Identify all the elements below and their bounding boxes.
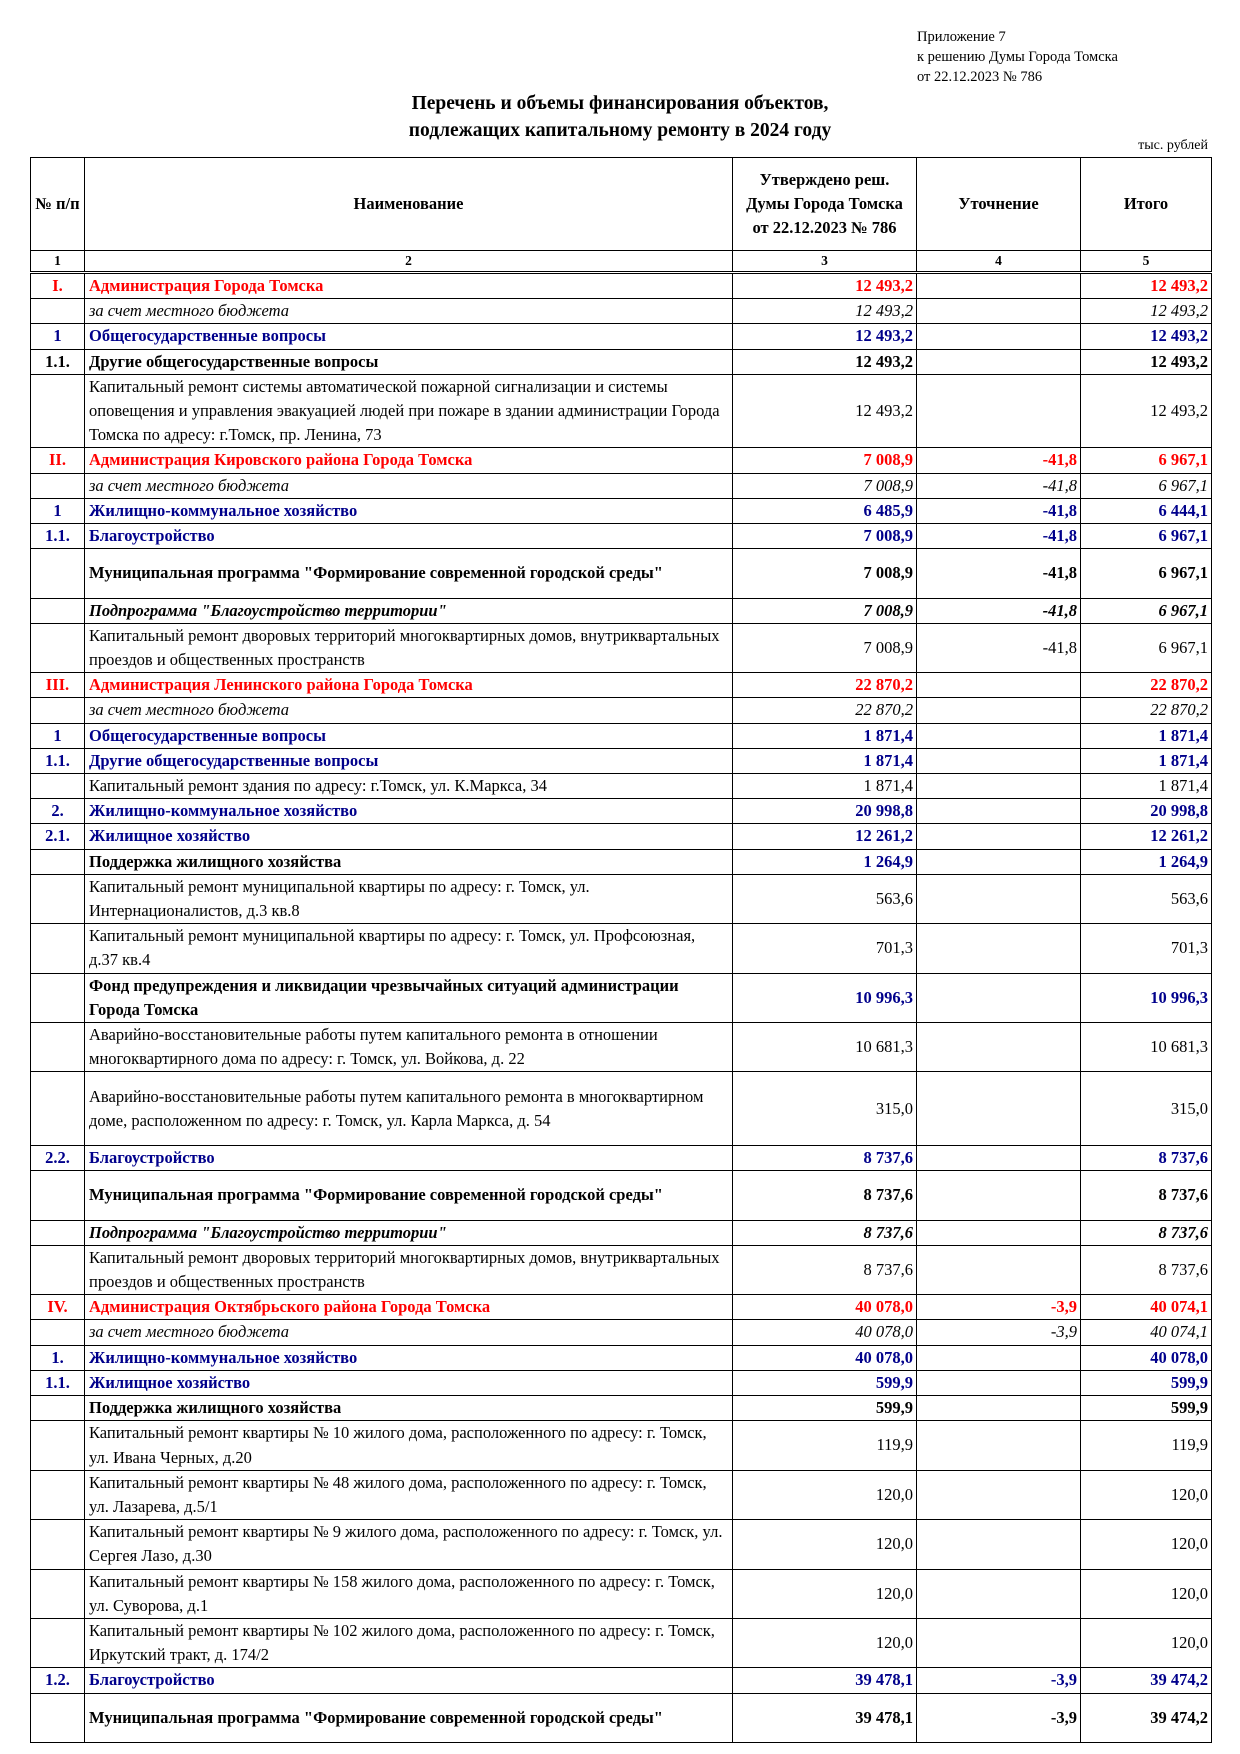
row-number xyxy=(31,973,85,1022)
row-number xyxy=(31,374,85,448)
row-change-value: -3,9 xyxy=(917,1295,1081,1320)
appendix-reference xyxy=(917,27,1118,87)
row-approved-value: 8 737,6 xyxy=(733,1245,917,1294)
row-total-value: 12 493,2 xyxy=(1081,349,1212,374)
row-approved-value: 1 871,4 xyxy=(733,748,917,773)
row-name: Общегосударственные вопросы xyxy=(85,324,733,349)
row-total-value: 20 998,8 xyxy=(1081,799,1212,824)
row-number: III. xyxy=(31,673,85,698)
row-change-value xyxy=(917,673,1081,698)
row-approved-value: 40 078,0 xyxy=(733,1320,917,1345)
row-number xyxy=(31,1171,85,1220)
row-name: Муниципальная программа "Формирование современной городской среды" xyxy=(85,1693,733,1742)
row-number xyxy=(31,1470,85,1519)
row-number xyxy=(31,874,85,923)
row-total-value: 12 493,2 xyxy=(1081,273,1212,299)
row-total-value: 119,9 xyxy=(1081,1421,1212,1470)
row-name: за счет местного бюджета xyxy=(85,698,733,723)
table-row xyxy=(31,448,1212,473)
appendix-line: Приложение 7 xyxy=(917,29,1006,45)
row-total-value: 6 967,1 xyxy=(1081,598,1212,623)
row-number xyxy=(31,1693,85,1742)
col-header-approved: Утверждено реш. Думы Города Томска от 22.12.2023 № 786 xyxy=(733,158,917,251)
row-change-value xyxy=(917,698,1081,723)
row-approved-value: 7 008,9 xyxy=(733,598,917,623)
col-number: 2 xyxy=(85,251,733,273)
row-number xyxy=(31,473,85,498)
row-total-value: 120,0 xyxy=(1081,1520,1212,1569)
row-number xyxy=(31,1023,85,1072)
row-total-value: 40 078,0 xyxy=(1081,1345,1212,1370)
table-row xyxy=(31,1396,1212,1421)
row-approved-value: 120,0 xyxy=(733,1618,917,1667)
row-approved-value: 599,9 xyxy=(733,1396,917,1421)
row-approved-value: 20 998,8 xyxy=(733,799,917,824)
row-number: I. xyxy=(31,273,85,299)
row-total-value: 120,0 xyxy=(1081,1618,1212,1667)
row-number xyxy=(31,1245,85,1294)
row-total-value: 1 871,4 xyxy=(1081,774,1212,799)
row-number: 2.1. xyxy=(31,824,85,849)
row-change-value: -41,8 xyxy=(917,498,1081,523)
row-number xyxy=(31,774,85,799)
row-approved-value: 12 493,2 xyxy=(733,349,917,374)
table-row xyxy=(31,273,1212,299)
row-change-value xyxy=(917,1618,1081,1667)
table-row xyxy=(31,1345,1212,1370)
row-change-value xyxy=(917,1220,1081,1245)
row-total-value: 6 967,1 xyxy=(1081,448,1212,473)
column-number-row xyxy=(31,251,1212,273)
row-name: Капитальный ремонт муниципальной квартиры по адресу: г. Томск, ул. Интернационалистов, д.3 кв.8 xyxy=(85,874,733,923)
row-change-value xyxy=(917,824,1081,849)
row-number xyxy=(31,849,85,874)
row-approved-value: 7 008,9 xyxy=(733,549,917,598)
row-total-value: 8 737,6 xyxy=(1081,1146,1212,1171)
table-row xyxy=(31,549,1212,598)
row-name: Общегосударственные вопросы xyxy=(85,723,733,748)
document-title xyxy=(0,90,1240,144)
table-row xyxy=(31,1320,1212,1345)
row-change-value: -41,8 xyxy=(917,448,1081,473)
table-row xyxy=(31,1245,1212,1294)
row-name: Капитальный ремонт квартиры № 10 жилого дома, расположенного по адресу: г. Томск, ул. Ивана Черных, д.20 xyxy=(85,1421,733,1470)
row-name: за счет местного бюджета xyxy=(85,473,733,498)
row-approved-value: 1 871,4 xyxy=(733,774,917,799)
row-change-value xyxy=(917,374,1081,448)
row-name: Капитальный ремонт муниципальной квартиры по адресу: г. Томск, ул. Профсоюзная, д.37 кв.4 xyxy=(85,924,733,973)
table-row xyxy=(31,748,1212,773)
row-approved-value: 39 478,1 xyxy=(733,1693,917,1742)
row-total-value: 701,3 xyxy=(1081,924,1212,973)
row-number: 1 xyxy=(31,324,85,349)
row-name: Администрация Октябрьского района Города Томска xyxy=(85,1295,733,1320)
row-total-value: 40 074,1 xyxy=(1081,1295,1212,1320)
row-name: Жилищное хозяйство xyxy=(85,1370,733,1395)
row-change-value: -41,8 xyxy=(917,524,1081,549)
row-approved-value: 1 871,4 xyxy=(733,723,917,748)
row-approved-value: 8 737,6 xyxy=(733,1220,917,1245)
appendix-line: к решению Думы Города Томска xyxy=(917,49,1118,65)
table-row xyxy=(31,1220,1212,1245)
row-change-value xyxy=(917,924,1081,973)
row-name: Благоустройство xyxy=(85,1668,733,1693)
table-row xyxy=(31,349,1212,374)
row-number: 1.1. xyxy=(31,524,85,549)
row-approved-value: 7 008,9 xyxy=(733,473,917,498)
col-number: 4 xyxy=(917,251,1081,273)
row-approved-value: 7 008,9 xyxy=(733,524,917,549)
col-number: 3 xyxy=(733,251,917,273)
row-total-value: 22 870,2 xyxy=(1081,673,1212,698)
row-total-value: 599,9 xyxy=(1081,1370,1212,1395)
table-row xyxy=(31,324,1212,349)
row-name: Поддержка жилищного хозяйства xyxy=(85,849,733,874)
row-name: Капитальный ремонт квартиры № 9 жилого дома, расположенного по адресу: г. Томск, ул. Сергея Лазо, д.30 xyxy=(85,1520,733,1569)
row-total-value: 6 967,1 xyxy=(1081,549,1212,598)
row-number: 1.2. xyxy=(31,1668,85,1693)
row-number xyxy=(31,549,85,598)
row-total-value: 39 474,2 xyxy=(1081,1668,1212,1693)
row-approved-value: 599,9 xyxy=(733,1370,917,1395)
row-name: Жилищно-коммунальное хозяйство xyxy=(85,1345,733,1370)
table-row xyxy=(31,1023,1212,1072)
row-change-value xyxy=(917,1171,1081,1220)
row-change-value xyxy=(917,874,1081,923)
row-number: II. xyxy=(31,448,85,473)
row-approved-value: 10 996,3 xyxy=(733,973,917,1022)
row-total-value: 315,0 xyxy=(1081,1072,1212,1146)
row-number xyxy=(31,1618,85,1667)
row-approved-value: 1 264,9 xyxy=(733,849,917,874)
row-change-value xyxy=(917,849,1081,874)
row-total-value: 120,0 xyxy=(1081,1470,1212,1519)
row-number: IV. xyxy=(31,1295,85,1320)
row-total-value: 22 870,2 xyxy=(1081,698,1212,723)
row-number xyxy=(31,1520,85,1569)
row-number xyxy=(31,1072,85,1146)
row-number xyxy=(31,1569,85,1618)
row-change-value xyxy=(917,799,1081,824)
row-total-value: 12 493,2 xyxy=(1081,299,1212,324)
row-name: Капитальный ремонт квартиры № 48 жилого дома, расположенного по адресу: г. Томск, ул. Лазарева, д.5/1 xyxy=(85,1470,733,1519)
row-approved-value: 8 737,6 xyxy=(733,1146,917,1171)
row-approved-value: 22 870,2 xyxy=(733,673,917,698)
row-total-value: 40 074,1 xyxy=(1081,1320,1212,1345)
row-change-value: -3,9 xyxy=(917,1693,1081,1742)
table-row xyxy=(31,623,1212,672)
row-name: Аварийно-восстановительные работы путем капитального ремонта в многоквартирном доме, расположенном по адресу: г. Томск, ул. Карла Маркса, д. 54 xyxy=(85,1072,733,1146)
table-row xyxy=(31,473,1212,498)
col-number: 1 xyxy=(31,251,85,273)
table-row xyxy=(31,374,1212,448)
row-name: Муниципальная программа "Формирование современной городской среды" xyxy=(85,1171,733,1220)
row-name: Капитальный ремонт квартиры № 102 жилого дома, расположенного по адресу: г. Томск, Иркутский тракт, д. 174/2 xyxy=(85,1618,733,1667)
row-number xyxy=(31,1396,85,1421)
row-name: Жилищно-коммунальное хозяйство xyxy=(85,799,733,824)
row-change-value: -41,8 xyxy=(917,473,1081,498)
table-row xyxy=(31,1146,1212,1171)
row-total-value: 10 681,3 xyxy=(1081,1023,1212,1072)
row-total-value: 1 264,9 xyxy=(1081,849,1212,874)
row-number: 1 xyxy=(31,498,85,523)
row-change-value xyxy=(917,349,1081,374)
row-approved-value: 22 870,2 xyxy=(733,698,917,723)
row-total-value: 6 444,1 xyxy=(1081,498,1212,523)
row-name: Жилищно-коммунальное хозяйство xyxy=(85,498,733,523)
row-name: Капитальный ремонт квартиры № 158 жилого дома, расположенного по адресу: г. Томск, ул. Суворова, д.1 xyxy=(85,1569,733,1618)
row-name: Благоустройство xyxy=(85,1146,733,1171)
row-total-value: 8 737,6 xyxy=(1081,1171,1212,1220)
row-name: Благоустройство xyxy=(85,524,733,549)
row-number: 1.1. xyxy=(31,1370,85,1395)
row-name: за счет местного бюджета xyxy=(85,1320,733,1345)
row-change-value xyxy=(917,299,1081,324)
row-name: Аварийно-восстановительные работы путем капитального ремонта в отношении многоквартирного дома по адресу: г. Томск, ул. Войкова, д. 22 xyxy=(85,1023,733,1072)
row-name: Другие общегосударственные вопросы xyxy=(85,349,733,374)
row-change-value xyxy=(917,324,1081,349)
row-name: Администрация Ленинского района Города Томска xyxy=(85,673,733,698)
row-total-value: 39 474,2 xyxy=(1081,1693,1212,1742)
row-total-value: 12 493,2 xyxy=(1081,324,1212,349)
table-row xyxy=(31,698,1212,723)
table-row xyxy=(31,1618,1212,1667)
row-change-value xyxy=(917,1023,1081,1072)
table-row xyxy=(31,1668,1212,1693)
row-name: Поддержка жилищного хозяйства xyxy=(85,1396,733,1421)
row-name: Жилищное хозяйство xyxy=(85,824,733,849)
row-change-value xyxy=(917,1345,1081,1370)
row-change-value xyxy=(917,973,1081,1022)
table-row xyxy=(31,1072,1212,1146)
row-number xyxy=(31,1320,85,1345)
col-header-name: Наименование xyxy=(85,158,733,251)
row-approved-value: 701,3 xyxy=(733,924,917,973)
row-approved-value: 120,0 xyxy=(733,1569,917,1618)
row-change-value: -41,8 xyxy=(917,598,1081,623)
row-name: Капитальный ремонт здания по адресу: г.Томск, ул. К.Маркса, 34 xyxy=(85,774,733,799)
row-total-value: 6 967,1 xyxy=(1081,623,1212,672)
table-row xyxy=(31,673,1212,698)
table-row xyxy=(31,1520,1212,1569)
row-total-value: 8 737,6 xyxy=(1081,1245,1212,1294)
row-number: 1 xyxy=(31,723,85,748)
row-approved-value: 12 493,2 xyxy=(733,299,917,324)
table-row xyxy=(31,498,1212,523)
row-change-value xyxy=(917,1072,1081,1146)
row-name: Другие общегосударственные вопросы xyxy=(85,748,733,773)
row-change-value xyxy=(917,1396,1081,1421)
row-approved-value: 12 493,2 xyxy=(733,273,917,299)
table-row xyxy=(31,1171,1212,1220)
row-name: Администрация Города Томска xyxy=(85,273,733,299)
row-change-value: -41,8 xyxy=(917,623,1081,672)
row-change-value: -41,8 xyxy=(917,549,1081,598)
row-approved-value: 12 493,2 xyxy=(733,374,917,448)
table-header-row xyxy=(31,158,1212,251)
row-total-value: 6 967,1 xyxy=(1081,473,1212,498)
row-approved-value: 6 485,9 xyxy=(733,498,917,523)
row-approved-value: 563,6 xyxy=(733,874,917,923)
units-label: тыс. рублей xyxy=(1138,138,1208,153)
row-number xyxy=(31,698,85,723)
row-number: 2. xyxy=(31,799,85,824)
row-number xyxy=(31,598,85,623)
col-header-change: Уточнение xyxy=(917,158,1081,251)
table-body xyxy=(31,273,1212,1743)
row-total-value: 6 967,1 xyxy=(1081,524,1212,549)
row-total-value: 10 996,3 xyxy=(1081,973,1212,1022)
row-name: Муниципальная программа "Формирование современной городской среды" xyxy=(85,549,733,598)
row-change-value xyxy=(917,774,1081,799)
table-row xyxy=(31,1421,1212,1470)
row-total-value: 1 871,4 xyxy=(1081,723,1212,748)
row-number xyxy=(31,1421,85,1470)
table-row xyxy=(31,524,1212,549)
table-row xyxy=(31,598,1212,623)
row-approved-value: 10 681,3 xyxy=(733,1023,917,1072)
row-change-value: -3,9 xyxy=(917,1668,1081,1693)
row-total-value: 563,6 xyxy=(1081,874,1212,923)
row-approved-value: 315,0 xyxy=(733,1072,917,1146)
table-row xyxy=(31,924,1212,973)
row-change-value xyxy=(917,723,1081,748)
table-row xyxy=(31,799,1212,824)
row-name: Капитальный ремонт дворовых территорий многоквартирных домов, внутриквартальных проездов и общественных пространств xyxy=(85,623,733,672)
appendix-line: от 22.12.2023 № 786 xyxy=(917,69,1043,85)
row-approved-value: 120,0 xyxy=(733,1520,917,1569)
row-name: Подпрограмма "Благоустройство территории" xyxy=(85,598,733,623)
row-approved-value: 12 261,2 xyxy=(733,824,917,849)
row-approved-value: 8 737,6 xyxy=(733,1171,917,1220)
table-row xyxy=(31,874,1212,923)
row-number xyxy=(31,299,85,324)
row-number xyxy=(31,924,85,973)
row-name: Администрация Кировского района Города Томска xyxy=(85,448,733,473)
row-change-value xyxy=(917,1146,1081,1171)
financing-table xyxy=(30,157,1212,1743)
row-change-value xyxy=(917,1370,1081,1395)
row-approved-value: 7 008,9 xyxy=(733,448,917,473)
row-change-value: -3,9 xyxy=(917,1320,1081,1345)
row-name: Капитальный ремонт дворовых территорий многоквартирных домов, внутриквартальных проездов и общественных пространств xyxy=(85,1245,733,1294)
row-name: Фонд предупреждения и ликвидации чрезвычайных ситуаций администрации Города Томска xyxy=(85,973,733,1022)
row-change-value xyxy=(917,748,1081,773)
table-row xyxy=(31,1693,1212,1742)
row-number: 2.2. xyxy=(31,1146,85,1171)
table-row xyxy=(31,1569,1212,1618)
row-number xyxy=(31,1220,85,1245)
row-name: за счет местного бюджета xyxy=(85,299,733,324)
row-number: 1. xyxy=(31,1345,85,1370)
row-name: Подпрограмма "Благоустройство территории" xyxy=(85,1220,733,1245)
table-row xyxy=(31,849,1212,874)
table-row xyxy=(31,723,1212,748)
row-total-value: 1 871,4 xyxy=(1081,748,1212,773)
row-change-value xyxy=(917,1470,1081,1519)
col-number: 5 xyxy=(1081,251,1212,273)
row-name: Капитальный ремонт системы автоматической пожарной сигнализации и системы оповещения и управления эвакуацией людей при пожаре в здании администрации Города Томска по адресу: г.Томск, пр. Ленина, 73 xyxy=(85,374,733,448)
row-approved-value: 120,0 xyxy=(733,1470,917,1519)
row-approved-value: 40 078,0 xyxy=(733,1295,917,1320)
col-header-total: Итого xyxy=(1081,158,1212,251)
row-number: 1.1. xyxy=(31,748,85,773)
row-approved-value: 12 493,2 xyxy=(733,324,917,349)
row-total-value: 8 737,6 xyxy=(1081,1220,1212,1245)
table-row xyxy=(31,1470,1212,1519)
row-total-value: 120,0 xyxy=(1081,1569,1212,1618)
title-line: подлежащих капитальному ремонту в 2024 году xyxy=(408,120,832,141)
table-row xyxy=(31,774,1212,799)
row-change-value xyxy=(917,1245,1081,1294)
row-number: 1.1. xyxy=(31,349,85,374)
row-approved-value: 39 478,1 xyxy=(733,1668,917,1693)
row-change-value xyxy=(917,273,1081,299)
row-change-value xyxy=(917,1421,1081,1470)
table-row xyxy=(31,973,1212,1022)
table-row xyxy=(31,299,1212,324)
row-approved-value: 40 078,0 xyxy=(733,1345,917,1370)
table-row xyxy=(31,1370,1212,1395)
table-row xyxy=(31,1295,1212,1320)
title-line: Перечень и объемы финансирования объектов, xyxy=(411,93,829,114)
row-approved-value: 119,9 xyxy=(733,1421,917,1470)
row-total-value: 12 261,2 xyxy=(1081,824,1212,849)
row-change-value xyxy=(917,1520,1081,1569)
row-total-value: 599,9 xyxy=(1081,1396,1212,1421)
row-total-value: 12 493,2 xyxy=(1081,374,1212,448)
row-change-value xyxy=(917,1569,1081,1618)
col-header-number: № п/п xyxy=(31,158,85,251)
row-number xyxy=(31,623,85,672)
table-row xyxy=(31,824,1212,849)
row-approved-value: 7 008,9 xyxy=(733,623,917,672)
